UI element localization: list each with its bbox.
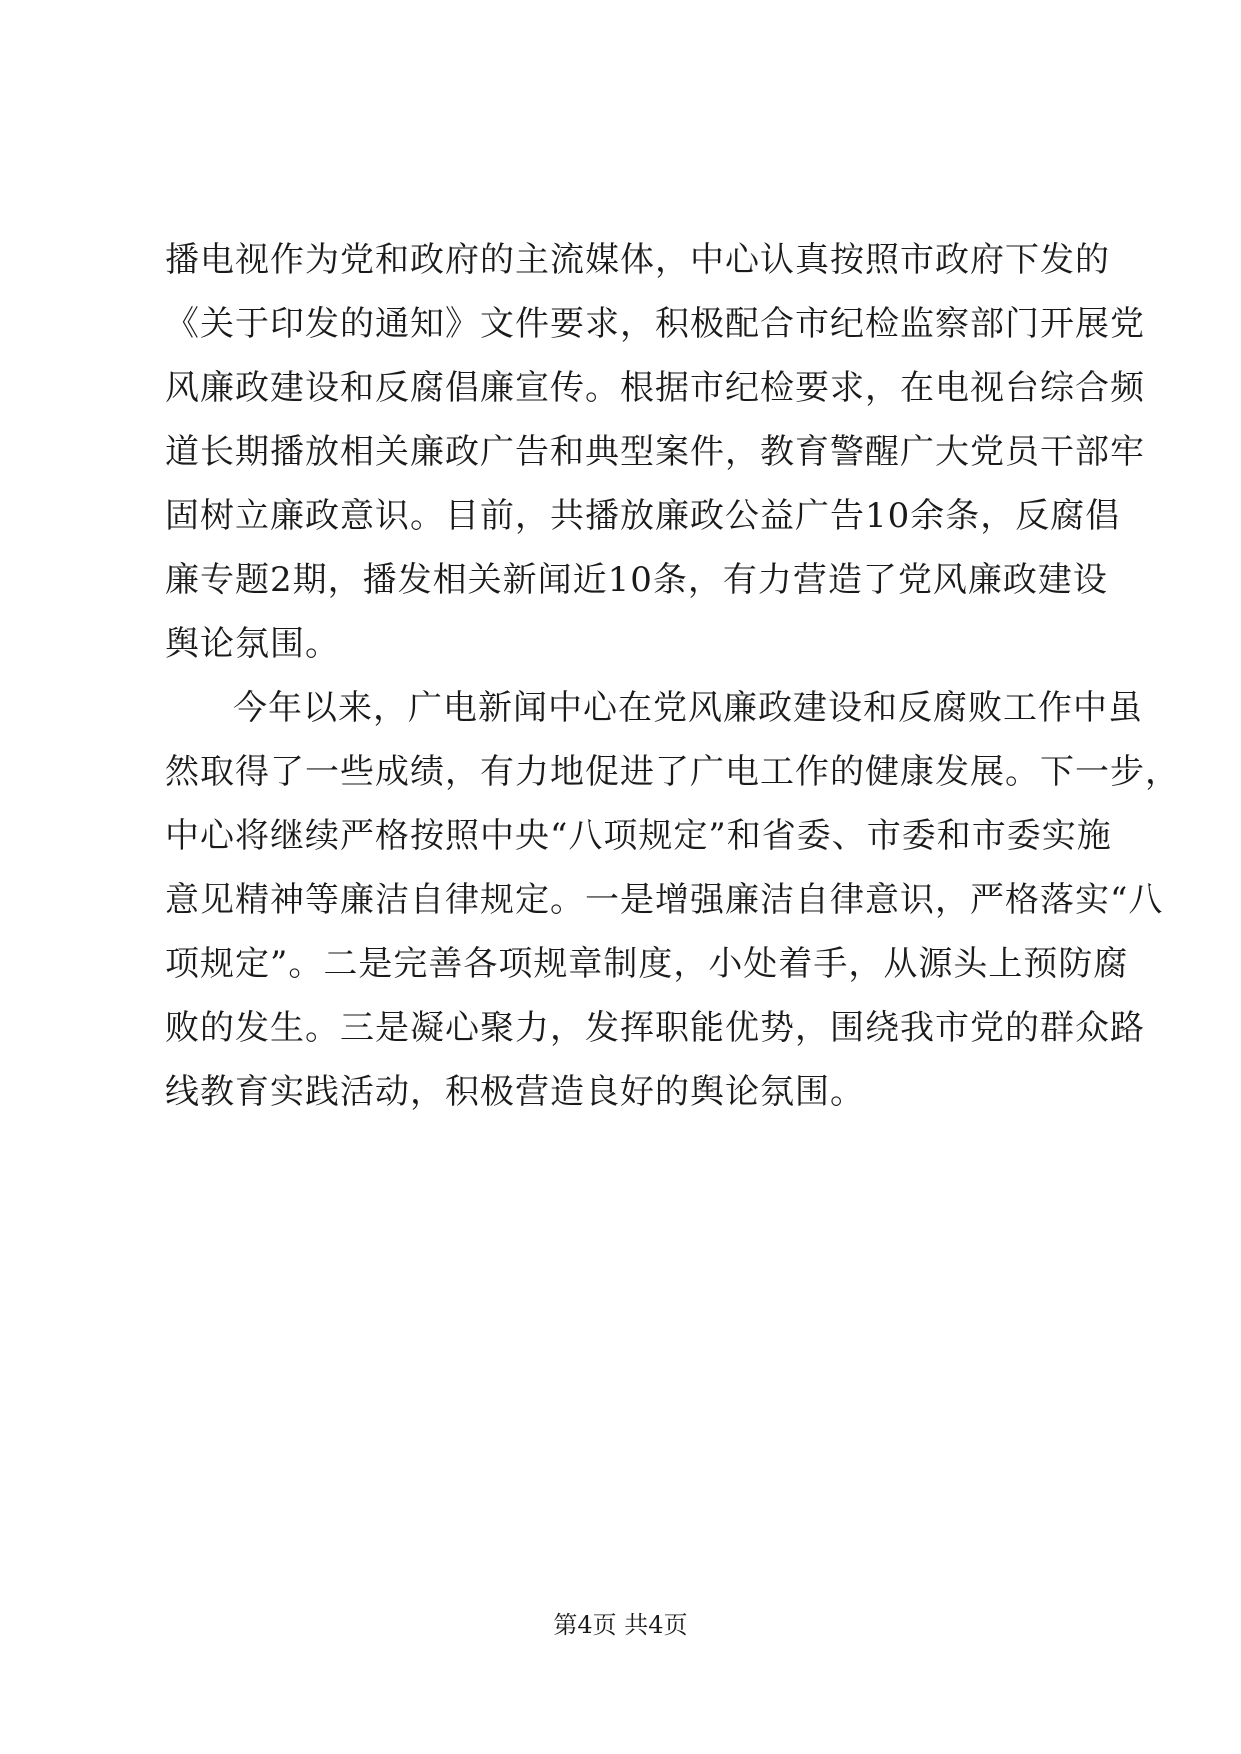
document-body [165, 228, 1180, 1124]
paragraph-line: 线教育实践活动，积极营造良好的舆论氛围。 [165, 1072, 865, 1112]
page-number-footer: 第4页 共4页 [553, 1611, 688, 1639]
paragraph-line: 然取得了一些成绩，有力地促进了广电工作的健康发展。下一步， [165, 752, 1180, 792]
paragraph-line: 败的发生。三是凝心聚力，发挥职能优势，围绕我市党的群众路 [165, 1008, 1145, 1048]
paragraph-line: 播电视作为党和政府的主流媒体，中心认真按照市政府下发的 [165, 240, 1110, 280]
paragraph-line: 固树立廉政意识。目前，共播放廉政公益广告10余条，反腐倡 [165, 496, 1121, 536]
paragraph-line: 意见精神等廉洁自律规定。一是增强廉洁自律意识，严格落实“八 [165, 880, 1164, 920]
paragraph-line: 《关于印发的通知》文件要求，积极配合市纪检监察部门开展党 [165, 304, 1145, 344]
paragraph-1 [165, 228, 1145, 676]
paragraph-line: 项规定”。二是完善各项规章制度，小处着手，从源头上预防腐 [165, 944, 1129, 984]
paragraph-2 [165, 676, 1180, 1124]
paragraph-line: 舆论氛围。 [165, 624, 340, 664]
paragraph-line: 今年以来，广电新闻中心在党风廉政建设和反腐败工作中虽 [233, 688, 1143, 728]
paragraph-line: 廉专题2期，播发相关新闻近10条，有力营造了党风廉政建设 [165, 560, 1108, 600]
paragraph-line: 中心将继续严格按照中央“八项规定”和省委、市委和市委实施 [165, 816, 1112, 856]
paragraph-line: 道长期播放相关廉政广告和典型案件，教育警醒广大党员干部牢 [165, 432, 1145, 472]
paragraph-line: 风廉政建设和反腐倡廉宣传。根据市纪检要求，在电视台综合频 [165, 368, 1145, 408]
